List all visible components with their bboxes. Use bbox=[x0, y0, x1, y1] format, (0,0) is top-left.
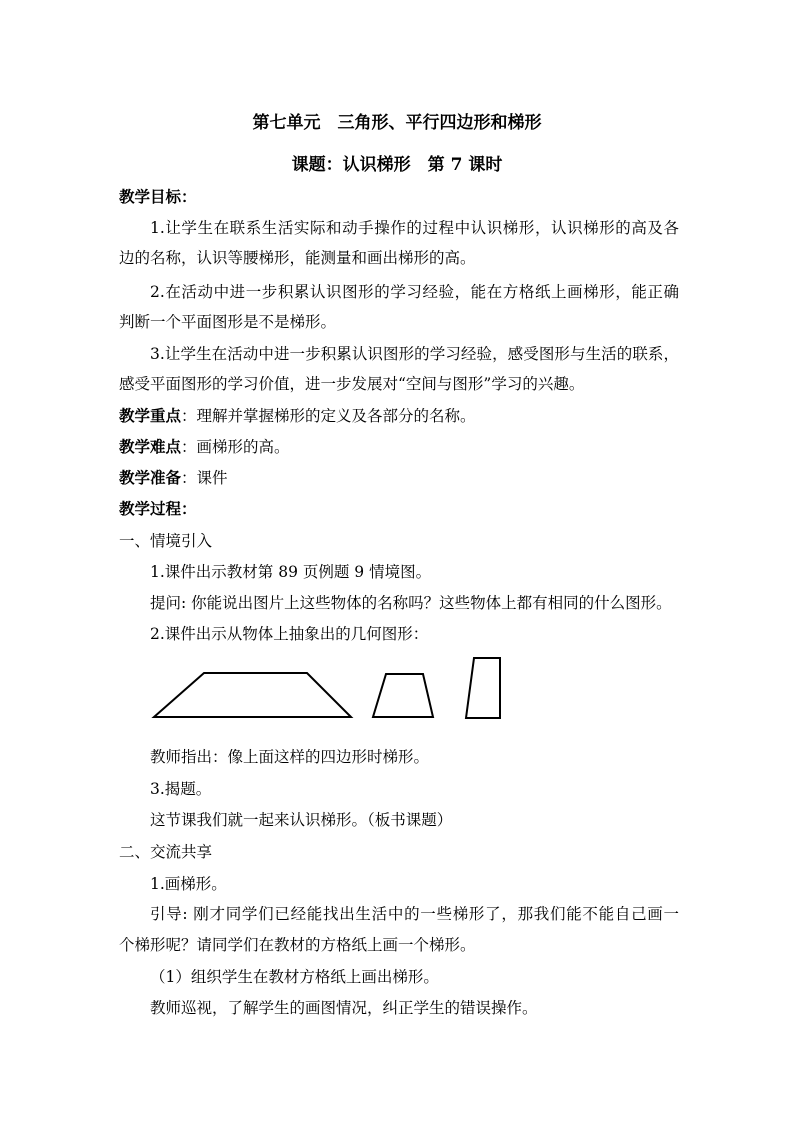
s1-question: 提问: 你能说出图片上这些物体的名称吗？这些物体上都有相同的什么图形。 bbox=[150, 594, 672, 612]
section-1-heading: 一、情境引入 bbox=[119, 532, 213, 550]
process-heading: 教学过程： bbox=[119, 499, 197, 518]
goal-3-line-1: 3.让学生在活动中进一步积累认识图形的学习经验，感受图形与生活的联系， bbox=[150, 345, 679, 363]
goal-3-line-2: 感受平面图形的学习价值，进一步发展对“空间与图形”学习的兴趣。 bbox=[119, 375, 585, 393]
s2-guide-line-2: 个梯形呢？请同学们在教材的方格纸上画一个梯形。 bbox=[119, 936, 476, 954]
key-point-label: 教学重点 bbox=[119, 406, 182, 425]
s2-patrol: 教师巡视，了解学生的画图情况，纠正学生的错误操作。 bbox=[150, 999, 538, 1017]
goal-1-line-2: 边的名称，认识等腰梯形，能测量和画出梯形的高。 bbox=[119, 249, 476, 267]
preparation-text: ：课件 bbox=[181, 469, 228, 487]
goal-1-line-1: 1.让学生在联系生活实际和动手操作的过程中认识梯形，认识梯形的高及各 bbox=[150, 219, 679, 237]
key-point-text: ：理解并掌握梯形的定义及各部分的名称。 bbox=[181, 407, 476, 425]
lesson-title: 课题：认识梯形 第 7 课时 bbox=[291, 155, 503, 175]
wide-trapezoid bbox=[154, 673, 351, 717]
s1-item-1: 1.课件出示教材第 89 页例题 9 情境图。 bbox=[150, 563, 432, 581]
s1-item-2: 2.课件出示从物体上抽象出的几何图形： bbox=[150, 625, 429, 643]
goal-2-line-1: 2.在活动中进一步积累认识图形的学习经验，能在方格纸上画梯形，能正确 bbox=[150, 283, 679, 301]
small-isosceles-trapezoid bbox=[373, 674, 433, 717]
s2-guide-line-1: 引导: 刚才同学们已经能找出生活中的一些梯形了，那我们能不能自己画一 bbox=[150, 905, 679, 923]
goals-heading: 教学目标： bbox=[119, 187, 197, 206]
difficulty-label: 教学难点 bbox=[119, 437, 182, 456]
s1-teacher-note: 教师指出：像上面这样的四边形时梯形。 bbox=[150, 748, 430, 766]
right-angle-trapezoid bbox=[466, 658, 500, 718]
difficulty-text: ：画梯形的高。 bbox=[181, 438, 290, 456]
section-2-heading: 二、交流共享 bbox=[119, 843, 213, 861]
unit-title: 第七单元 三角形、平行四边形和梯形 bbox=[252, 113, 542, 133]
s1-intro: 这节课我们就一起来认识梯形。（板书课题） bbox=[150, 811, 453, 829]
s2-sub-1: （1）组织学生在教材方格纸上画出梯形。 bbox=[150, 968, 439, 986]
preparation-label: 教学准备 bbox=[119, 468, 182, 487]
s1-item-3: 3.揭题。 bbox=[150, 780, 212, 798]
goal-2-line-2: 判断一个平面图形是不是梯形。 bbox=[119, 313, 337, 331]
s2-item-1: 1.画梯形。 bbox=[150, 875, 227, 893]
